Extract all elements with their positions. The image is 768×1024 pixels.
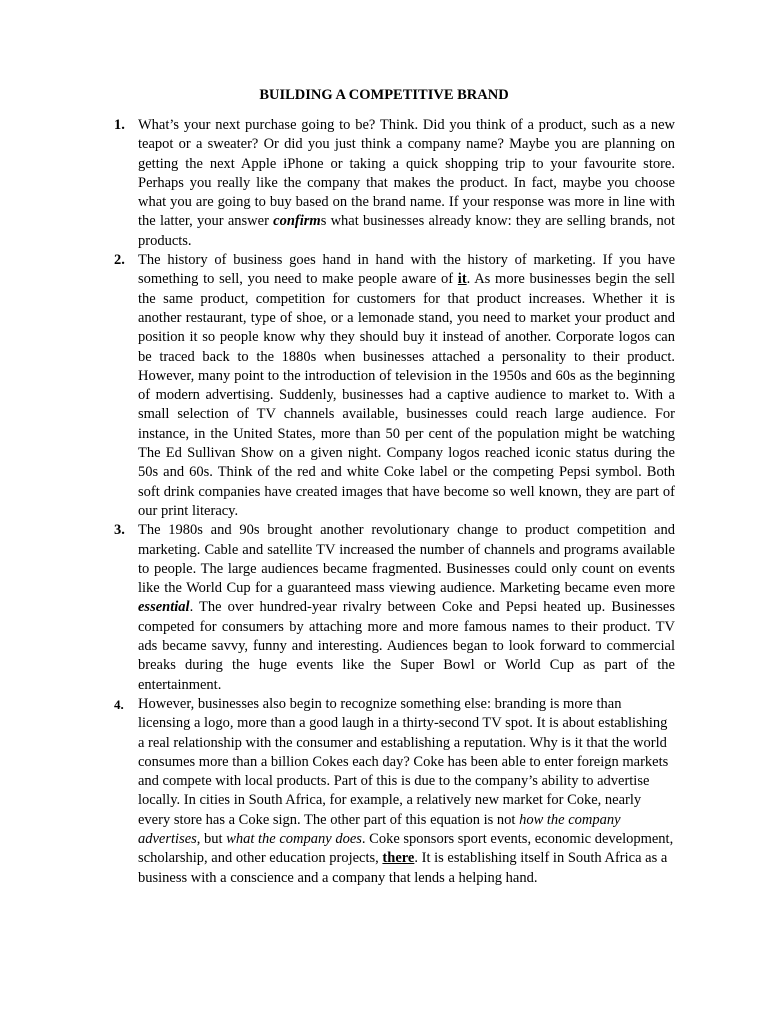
item-1-emphasis: confirm <box>273 213 321 230</box>
item-1-text-end: s what businesses already know: they are selling brands, not products. <box>138 213 675 249</box>
list-item-2 <box>0 251 675 521</box>
item-2-text-start: The history of business goes hand in hand with the history of marketing. If you have something to sell, you need to make people aware of <box>138 252 675 288</box>
list-item-3 <box>0 521 675 695</box>
item-3-emphasis: essential <box>138 599 190 616</box>
list-number-2: 2. <box>114 252 125 269</box>
item-3-text-end: . The over hundred-year rivalry between Coke and Pepsi heated up. Businesses competed for consumers by attaching more and more famous names to their product. TV ads became savvy, funny and interesting. Audiences began to look forward to commercial breaks during the huge events like the Super Bowl or World Cup as part of the entertainment. <box>138 599 675 693</box>
item-4-text-end: . It is establishing itself in South Africa as a business with a conscience and a company that lends a helping hand. <box>138 850 668 886</box>
list-number-4: 4. <box>114 696 124 712</box>
item-4-text-mid-2: . Coke sponsors sport events, economic development, scholarship, and other education projects, <box>138 830 674 867</box>
item-4-italic-2: what the company does <box>226 830 362 847</box>
item-2-emphasis: it <box>457 271 467 288</box>
list-number-3: 3. <box>114 522 125 539</box>
item-4-italic-1: how the company advertises <box>138 811 621 847</box>
item-4-text-mid-1: , but <box>196 830 227 847</box>
list-number-1: 1. <box>114 117 125 133</box>
document-title: BUILDING A COMPETITIVE BRAND <box>259 87 509 103</box>
item-4-text-start: However, businesses also begin to recognize something else: branding is more than licensing a logo, more than a good laugh in a thirty-second TV spot. It is about establishing a real relationship with the consumer and establishing a reputation. Why is it that the world consumes more than a billion Cokes each day? Coke has been able to enter foreign markets and compete with local products. Part of this is due to the company’s ability to advertise locally. In cities in South Africa, for example, a relatively new market for Coke, nearly every store has a Coke sign. The other part of this equation is not <box>138 695 669 828</box>
numbered-list <box>0 116 768 888</box>
item-4-emphasis: there <box>382 850 415 867</box>
item-1-text-start: What’s your next purchase going to be? Think. Did you think of a product, such as a new teapot or a sweater? Or did you just think a company name? Maybe you are planning on getting the next Apple iPhone or taking a quick shopping trip to your favourite store. Perhaps you really like the company that makes the product. In fact, maybe you choose what you are going to buy based on the brand name. If your response was more in line with the latter, your answer <box>138 117 675 230</box>
list-item-4 <box>0 695 675 888</box>
item-3-text-start: The 1980s and 90s brought another revolutionary change to product competition and marketing. Cable and satellite TV increased the number of channels and programs available to people. The large audiences became fragmented. Businesses could only count on events like the World Cup for a guaranteed mass viewing audience. Marketing became even more <box>138 522 675 597</box>
list-item-1 <box>0 116 675 251</box>
item-2-text-end: . As more businesses begin the sell the same product, competition for customers for that product increases. Whether it is another restaurant, type of shoe, or a lemonade stand, you need to market your product and position it so people know why they should buy it instead of another. Corporate logos can be traced back to the 1880s when businesses attached a personality to their product. However, many point to the introduction of television in the 1950s and 60s as the beginning of modern advertising. Suddenly, businesses had a captive audience to market to. With a small selection of TV channels available, businesses could reach large audience. For instance, in the United States, more than 50 per cent of the population might be watching The Ed Sullivan Show on a given night. Company logos reached iconic status during the 50s and 60s. Think of the red and white Coke label or the competing Pepsi symbol. Both soft drink companies have created images that have become so well known, they are part of our print literacy. <box>138 271 675 519</box>
